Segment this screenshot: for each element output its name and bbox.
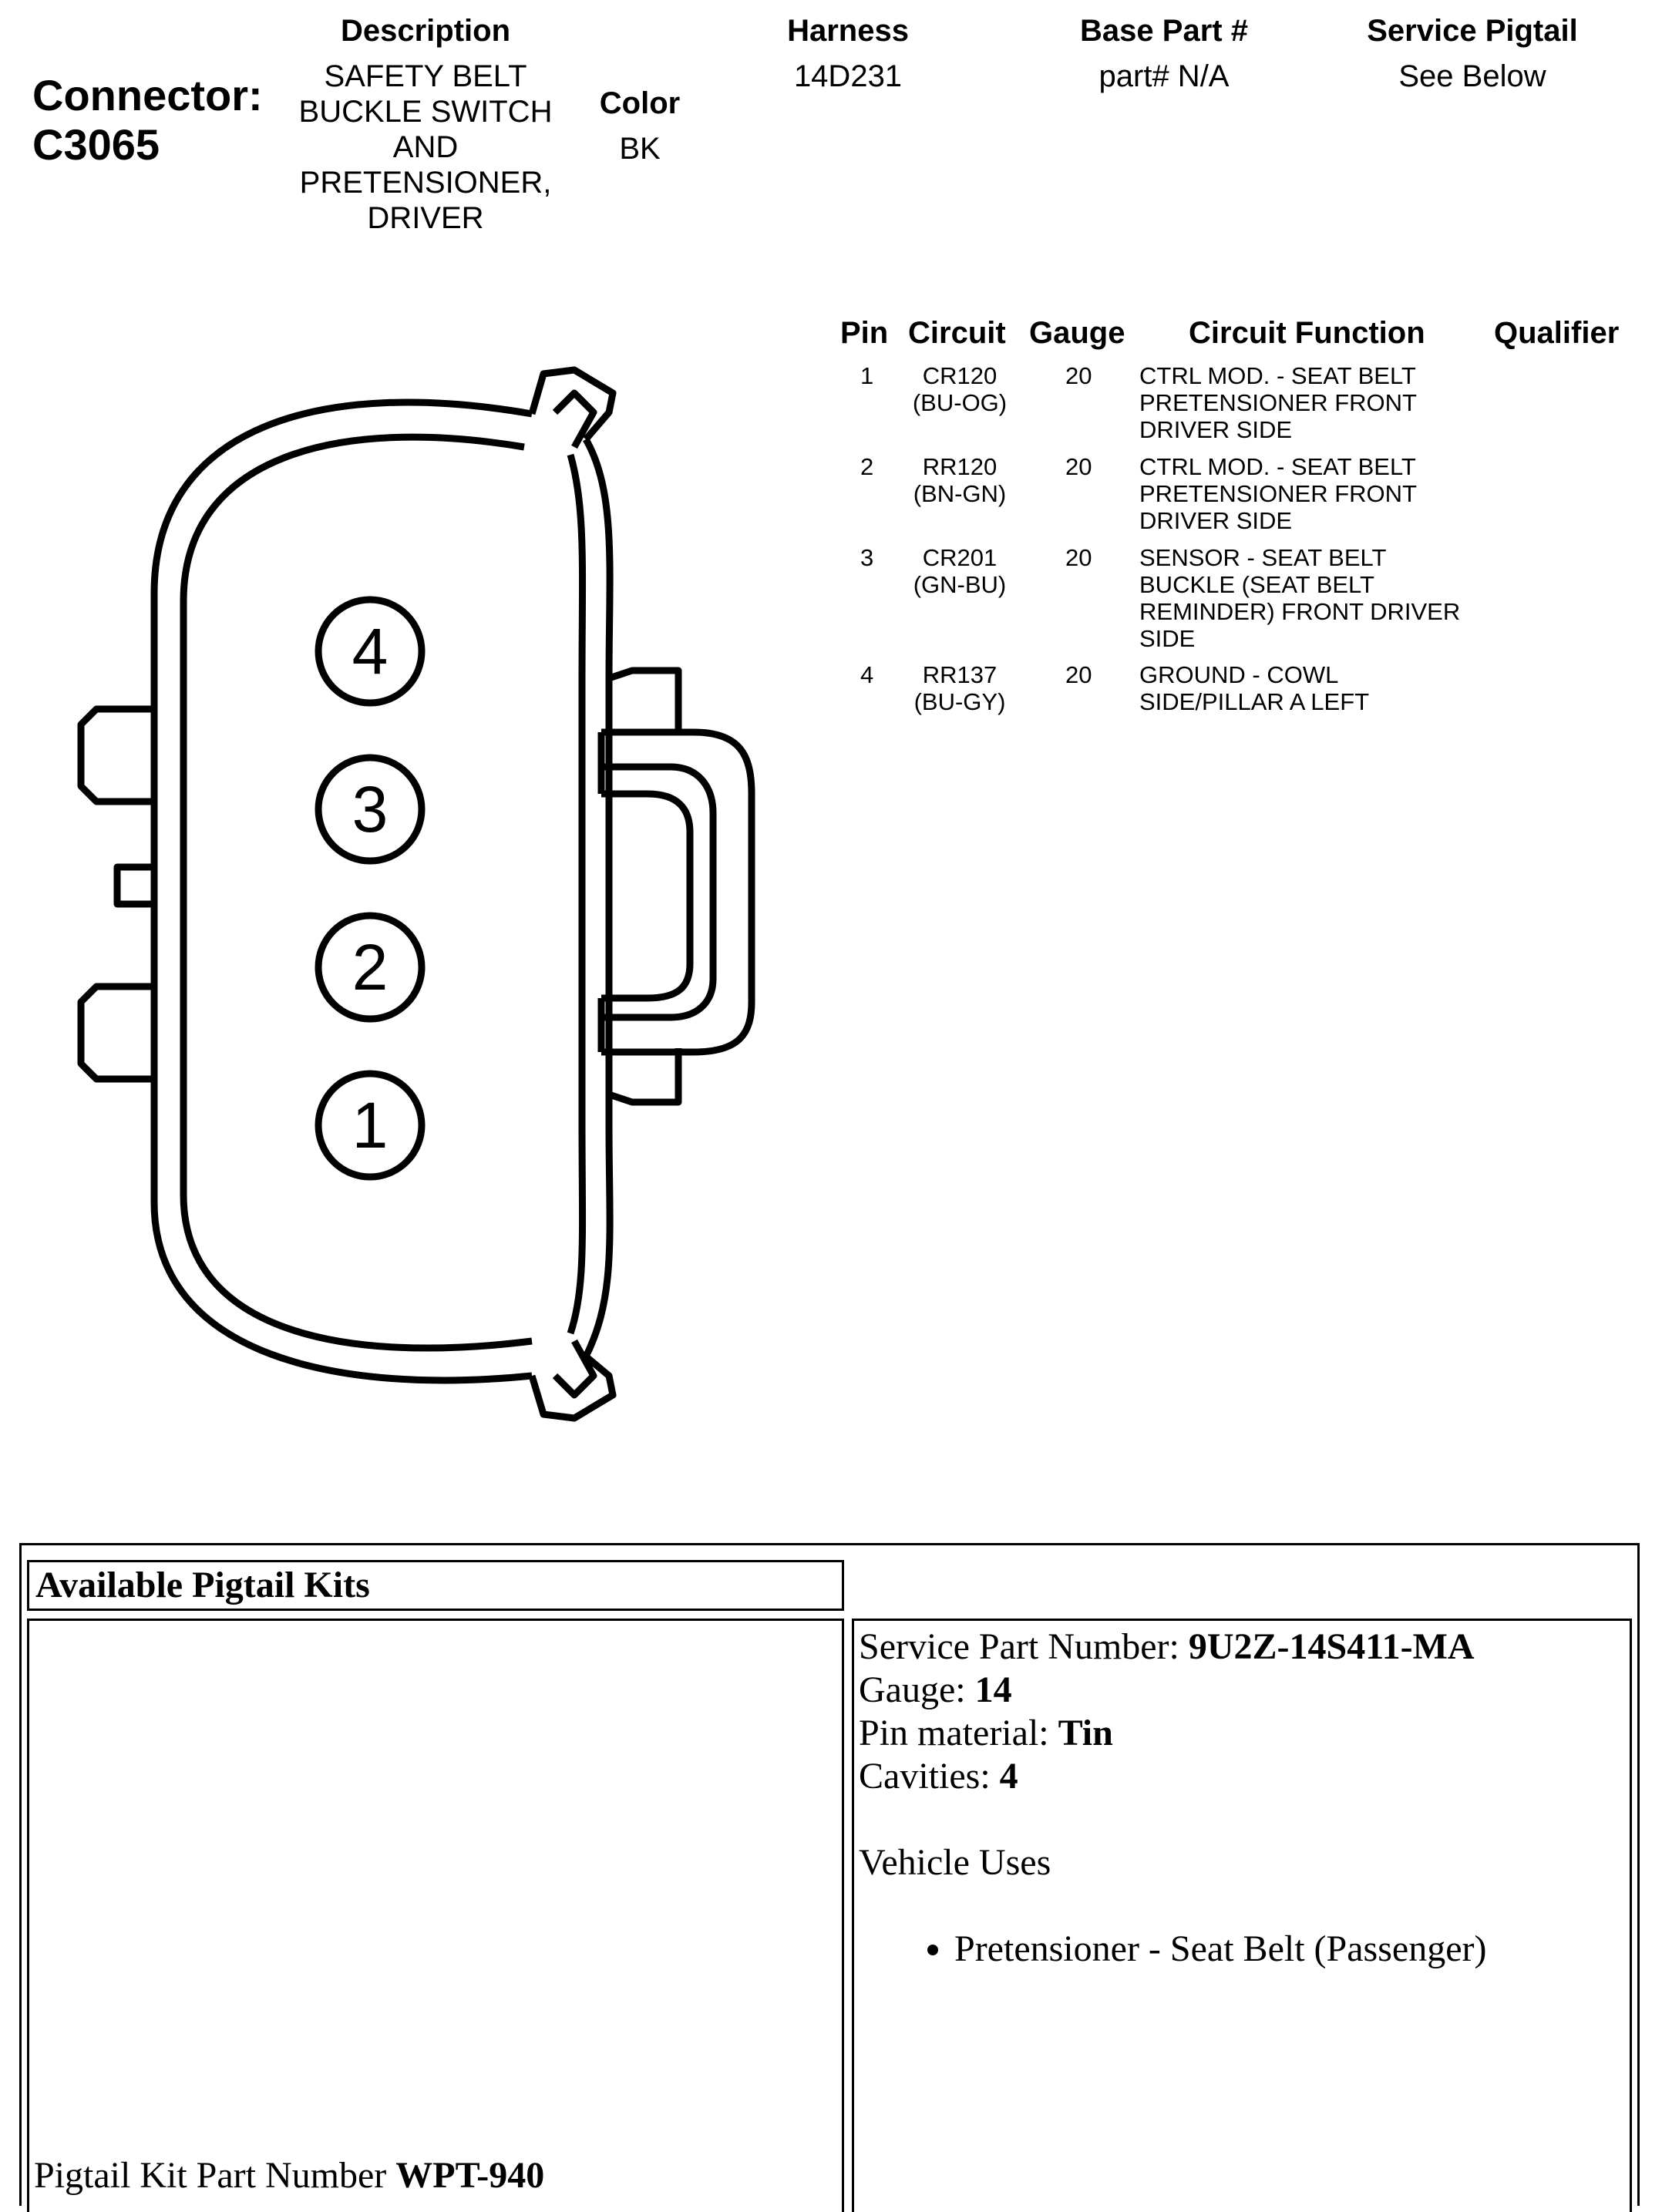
circuit-cell xyxy=(902,544,1018,598)
function-line: BUCKLE (SEAT BELT xyxy=(1139,571,1374,598)
bottom-latch xyxy=(532,1341,613,1418)
gauge-line xyxy=(859,1669,1625,1712)
function-line: SIDE xyxy=(1139,625,1196,652)
pigtail-detail-cell xyxy=(852,1619,1632,2212)
gauge-value: 14 xyxy=(974,1669,1012,1710)
function-line: DRIVER SIDE xyxy=(1139,507,1293,534)
pin-material-line xyxy=(859,1712,1625,1755)
pigtail-title: Available Pigtail Kits xyxy=(35,1565,370,1605)
description-line: SAFETY BELT xyxy=(324,59,527,93)
color-value: BK xyxy=(619,132,661,166)
function-line: SENSOR - SEAT BELT xyxy=(1139,544,1387,571)
service-part-number: 9U2Z-14S411-MA xyxy=(1188,1626,1475,1667)
qualifier-column-header: Qualifier xyxy=(1494,316,1620,350)
function-line: PRETENSIONER FRONT xyxy=(1139,389,1417,416)
circuit-color: (BN-GN) xyxy=(913,480,1007,507)
base-part-header: Base Part # xyxy=(1080,14,1248,48)
left-tab-lower xyxy=(81,987,154,1079)
function-line: REMINDER) FRONT DRIVER xyxy=(1139,598,1461,625)
gauge-cell: 20 xyxy=(1065,362,1092,389)
circuit-color: (GN-BU) xyxy=(913,571,1007,598)
circuit-id: CR120 xyxy=(922,362,998,389)
function-cell xyxy=(1139,362,1417,443)
circuit-color: (BU-GY) xyxy=(913,688,1006,715)
function-line: SIDE/PILLAR A LEFT xyxy=(1139,688,1370,715)
connector-inner-shell xyxy=(183,437,532,1348)
base-part-value: part# N/A xyxy=(1098,59,1230,93)
top-latch xyxy=(532,370,613,447)
pin-column-header: Pin xyxy=(840,316,889,350)
pin-number: 1 xyxy=(860,362,874,389)
circuit-color: (BU-OG) xyxy=(912,389,1008,416)
function-line: CTRL MOD. - SEAT BELT xyxy=(1139,362,1416,389)
pin-number: 4 xyxy=(860,661,874,688)
description-header: Description xyxy=(340,14,511,48)
pin-3-label: 3 xyxy=(352,773,389,845)
right-tab-lower xyxy=(609,1048,678,1102)
gauge-label: Gauge: xyxy=(859,1669,966,1710)
function-cell xyxy=(1139,661,1369,715)
description-line: AND xyxy=(392,130,459,164)
pigtail-kit-cell xyxy=(27,1619,844,2212)
pin-number: 3 xyxy=(860,544,874,571)
description-line: BUCKLE SWITCH xyxy=(298,95,553,129)
connector-id: C3065 xyxy=(32,120,160,169)
left-tab-small xyxy=(117,867,154,904)
function-line: GROUND - COWL xyxy=(1139,661,1339,688)
service-part-label: Service Part Number: xyxy=(859,1626,1179,1667)
function-line: CTRL MOD. - SEAT BELT xyxy=(1139,453,1416,480)
service-pigtail-value: See Below xyxy=(1398,59,1546,93)
pigtail-kit-number: WPT-940 xyxy=(395,2155,545,2196)
gauge-column-header: Gauge xyxy=(1029,316,1125,350)
right-lock-core xyxy=(601,794,690,998)
circuit-id: RR137 xyxy=(922,661,998,688)
cavities-value: 4 xyxy=(999,1756,1018,1797)
description-line: PRETENSIONER, xyxy=(299,166,552,200)
harness-value: 14D231 xyxy=(793,59,903,93)
function-column-header: Circuit Function xyxy=(1189,316,1425,350)
circuit-cell xyxy=(902,661,1018,715)
pin-number: 2 xyxy=(860,453,874,480)
connector-inner-right xyxy=(570,455,583,1333)
pigtail-kit-label: Pigtail Kit Part Number xyxy=(34,2155,387,2196)
color-header: Color xyxy=(599,86,681,120)
cavities-line xyxy=(859,1755,1625,1798)
service-pigtail-header: Service Pigtail xyxy=(1367,14,1578,48)
vehicle-uses-label: Vehicle Uses xyxy=(859,1842,1051,1883)
circuit-cell xyxy=(902,362,1018,416)
pin-2-label: 2 xyxy=(352,931,389,1003)
description-value xyxy=(271,59,580,236)
connector-label-text: Connector: xyxy=(32,71,263,119)
circuit-cell xyxy=(902,453,1018,507)
connector-outer-shell xyxy=(154,402,532,1380)
gauge-cell: 20 xyxy=(1065,661,1092,688)
vehicle-uses-list xyxy=(859,1928,1625,1971)
pin-4-label: 4 xyxy=(352,615,389,687)
function-line: DRIVER SIDE xyxy=(1139,416,1293,443)
pin-material-label: Pin material: xyxy=(859,1713,1049,1753)
pigtail-title-cell xyxy=(27,1560,844,1611)
function-line: PRETENSIONER FRONT xyxy=(1139,480,1417,507)
pigtail-kit-line xyxy=(34,2154,544,2197)
right-lock-inner xyxy=(601,767,713,1017)
gauge-cell: 20 xyxy=(1065,453,1092,480)
left-tab-upper xyxy=(81,709,154,802)
function-cell xyxy=(1139,544,1460,652)
pin-material-value: Tin xyxy=(1058,1713,1113,1753)
vehicle-use-item: • Pretensioner - Seat Belt (Passenger) xyxy=(954,1928,1625,1971)
right-tab-upper xyxy=(609,671,678,732)
connector-diagram xyxy=(0,339,771,1434)
function-cell xyxy=(1139,453,1417,534)
connector-outer-right xyxy=(586,439,610,1356)
right-lock-outer xyxy=(601,732,752,1052)
circuit-id: CR201 xyxy=(922,544,998,571)
gauge-cell: 20 xyxy=(1065,544,1092,571)
service-part-line xyxy=(859,1625,1625,1669)
connector-label xyxy=(32,71,263,170)
circuit-column-header: Circuit xyxy=(908,316,1006,350)
description-line: DRIVER xyxy=(367,201,484,235)
circuit-id: RR120 xyxy=(922,453,998,480)
cavities-label: Cavities: xyxy=(859,1756,991,1797)
harness-header: Harness xyxy=(787,14,909,48)
pin-1-label: 1 xyxy=(352,1089,389,1161)
